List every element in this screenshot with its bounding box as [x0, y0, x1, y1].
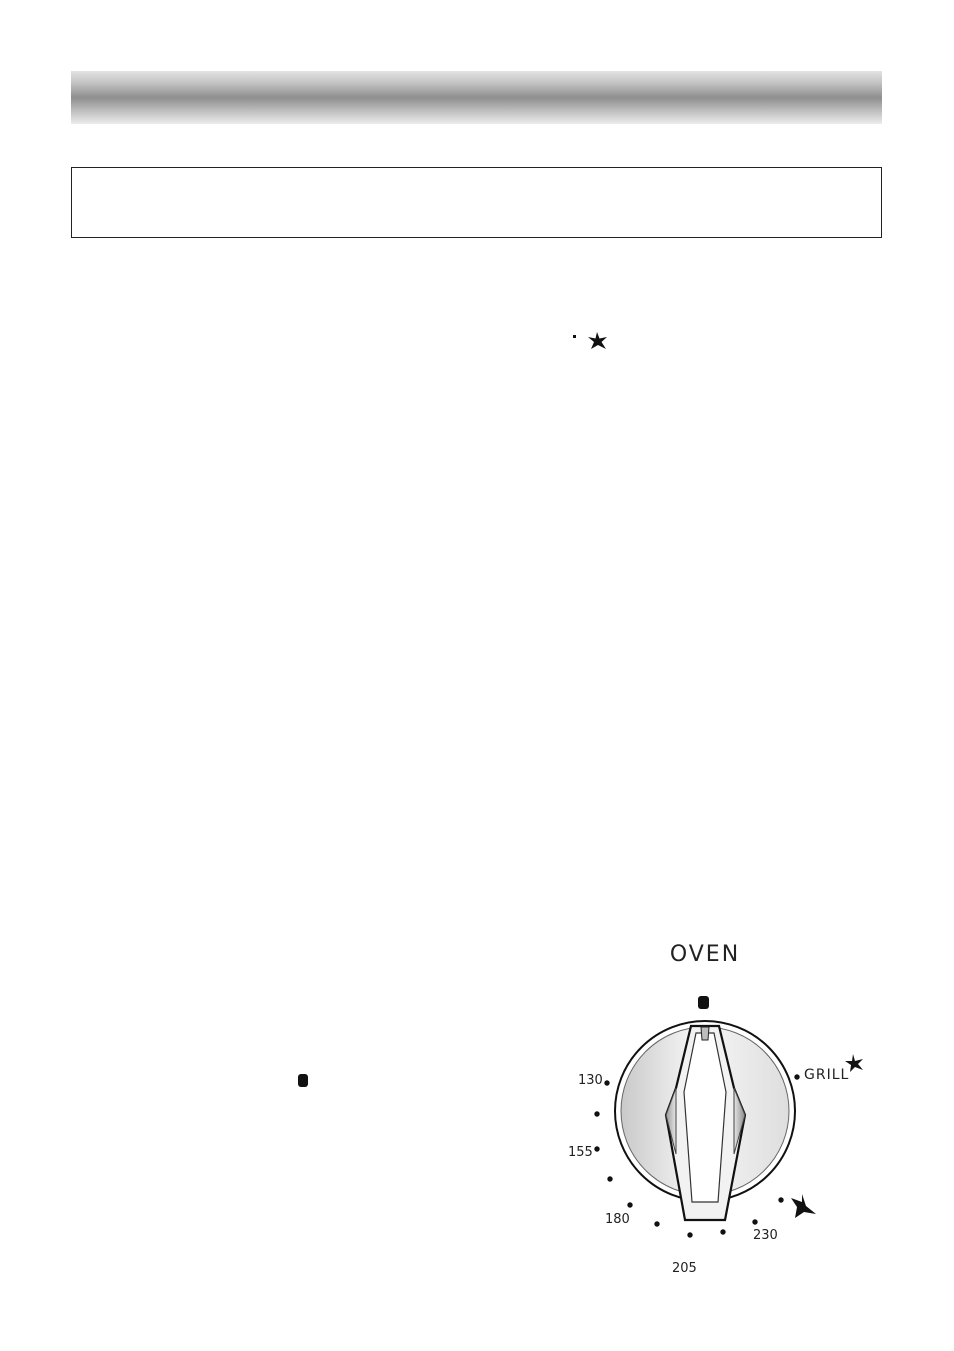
max-star-icon — [791, 1194, 816, 1218]
temp-label-130: 130 — [578, 1073, 603, 1088]
knob-handle-face — [684, 1033, 726, 1202]
dial-title: OVEN — [669, 942, 741, 967]
oven-control-dial — [548, 930, 878, 1290]
knob-pointer-notch — [701, 1027, 709, 1040]
section-header-bar — [71, 71, 882, 124]
temp-label-230: 230 — [753, 1228, 778, 1243]
off-square-icon — [698, 996, 709, 1009]
inline-grill-symbols — [570, 330, 612, 352]
temp-label-155: 155 — [568, 1145, 593, 1160]
star-icon — [588, 332, 607, 349]
notice-box — [71, 167, 882, 238]
grill-label: GRILL — [804, 1067, 850, 1083]
small-dot-icon — [573, 335, 576, 338]
temp-label-205: 205 — [672, 1261, 697, 1276]
off-square-icon — [298, 1074, 308, 1087]
temp-label-180: 180 — [605, 1212, 630, 1227]
